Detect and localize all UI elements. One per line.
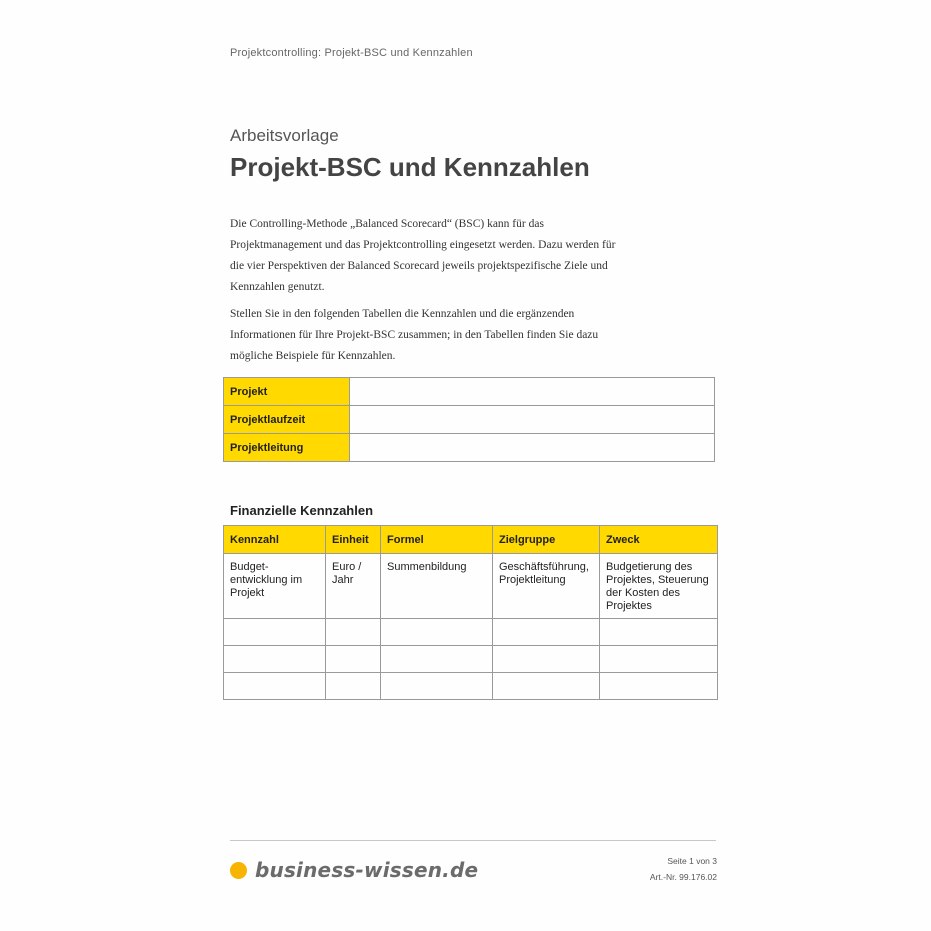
table-cell[interactable] xyxy=(600,646,718,673)
table-cell[interactable] xyxy=(600,619,718,646)
column-header: Zweck xyxy=(600,526,718,554)
document-subtitle: Arbeitsvorlage xyxy=(230,126,339,145)
table-cell[interactable] xyxy=(224,619,326,646)
table-cell[interactable] xyxy=(326,619,381,646)
table-cell[interactable] xyxy=(600,673,718,700)
section-title: Finanzielle Kennzahlen xyxy=(230,503,374,518)
table-cell[interactable] xyxy=(224,646,326,673)
table-row xyxy=(224,406,715,434)
page-info xyxy=(650,853,717,885)
table-cell[interactable] xyxy=(493,619,600,646)
table-cell[interactable] xyxy=(326,646,381,673)
page-number: Seite 1 von 3 xyxy=(667,856,717,866)
table-cell[interactable] xyxy=(224,673,326,700)
table-row xyxy=(224,646,718,673)
table-cell[interactable] xyxy=(381,619,493,646)
column-header: Kennzahl xyxy=(224,526,326,554)
table-header-row xyxy=(224,526,718,554)
info-value-field[interactable] xyxy=(350,406,715,434)
brand-logo xyxy=(230,858,478,882)
table-row xyxy=(224,673,718,700)
intro-paragraph: Stellen Sie in den folgenden Tabellen die Kennzahlen und die ergänzenden Informationen für Ihre Projekt-BSC zusammen; in den Tabellen finden Sie dazu mögliche Beispiele für Kennzahlen. xyxy=(230,308,599,362)
project-info-table xyxy=(223,377,715,462)
table-cell[interactable] xyxy=(493,646,600,673)
info-value-field[interactable] xyxy=(350,378,715,406)
running-header: Projektcontrolling: Projekt-BSC und Kennzahlen xyxy=(230,47,473,59)
table-cell[interactable]: Budgetierung des Projektes, Steuerung der Kosten des Projektes xyxy=(600,554,718,619)
table-cell[interactable] xyxy=(326,673,381,700)
table-cell[interactable] xyxy=(381,673,493,700)
column-header: Formel xyxy=(381,526,493,554)
table-row xyxy=(224,378,715,406)
table-cell[interactable] xyxy=(381,646,493,673)
table-row xyxy=(224,434,715,462)
table-cell[interactable]: Geschäftsführung, Projektleitung xyxy=(493,554,600,619)
info-value-field[interactable] xyxy=(350,434,715,462)
column-header: Zielgruppe xyxy=(493,526,600,554)
footer-divider xyxy=(230,840,716,841)
intro-paragraph: Die Controlling-Methode „Balanced Scorecard“ (BSC) kann für das Projektmanagement und das Projektcontrolling eingesetzt werden. Dazu werden für die vier Perspektiven der Balanced Scorecard jeweils projektspezifische Ziele und Kennzahlen genutzt. xyxy=(230,218,616,293)
info-label: Projekt xyxy=(224,378,350,406)
table-cell[interactable]: Summenbildung xyxy=(381,554,493,619)
document-title: Projekt-BSC und Kennzahlen xyxy=(230,152,590,182)
table-row xyxy=(224,554,718,619)
info-label: Projektleitung xyxy=(224,434,350,462)
table-row xyxy=(224,619,718,646)
info-label: Projektlaufzeit xyxy=(224,406,350,434)
article-number: Art.-Nr. 99.176.02 xyxy=(649,872,717,882)
column-header: Einheit xyxy=(326,526,381,554)
table-cell[interactable]: Euro / Jahr xyxy=(326,554,381,619)
finance-kpi-table xyxy=(223,525,718,700)
table-cell[interactable] xyxy=(493,673,600,700)
logo-text: business-wissen.de xyxy=(255,858,479,882)
table-cell[interactable]: Budget- entwicklung im Projekt xyxy=(224,554,326,619)
intro-text xyxy=(230,214,620,373)
logo-dot-icon xyxy=(230,862,247,879)
